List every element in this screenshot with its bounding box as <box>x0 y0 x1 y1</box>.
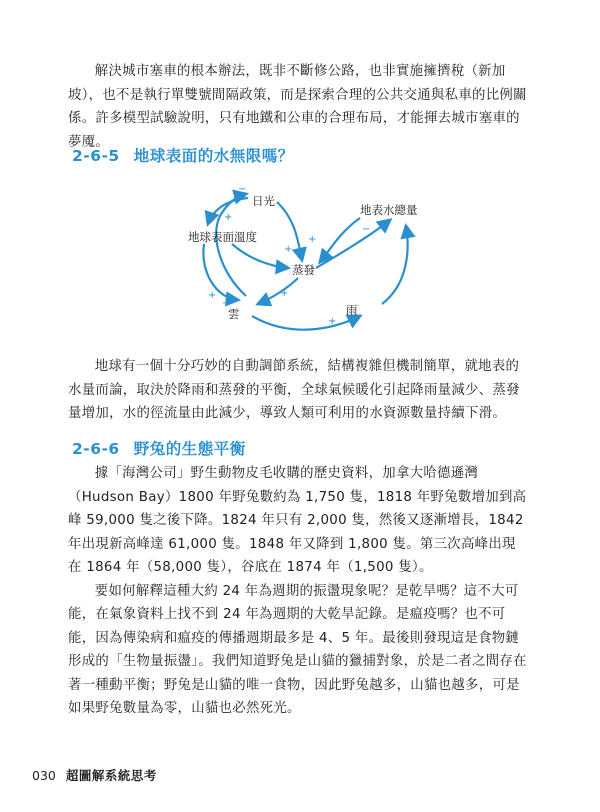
section-number: 2-6-6 <box>72 440 120 458</box>
sign-plus: + <box>222 298 231 309</box>
hare-paragraphs <box>68 462 528 721</box>
node-evaporation: 蒸發 <box>292 263 315 277</box>
arrow-rain-to-surface-water <box>382 226 408 304</box>
node-surface-water-total: 地表水總量 <box>360 203 418 217</box>
book-title: 超圖解系統思考 <box>65 768 157 783</box>
intro-paragraph <box>68 60 528 154</box>
sign-plus: + <box>284 244 293 255</box>
water-cycle-loop-diagram <box>160 180 460 340</box>
hare-text-1: 據「海灣公司」野生動物皮毛收購的歷史資料，加拿大哈德遜灣（Hudson Bay）1800 年野兔數約為 1,750 隻，1818 年野兔數增加到高峰 59,000 隻之後下降。1824 年只有 2,000 隻，然後又逐漸增長，1842 年出現新高峰達 61,000 隻。1848 年又降到 1,800 隻。第三次高峰出現在 1864 年（58,000 隻），谷底在 1874 年（1,500 隻）。 <box>68 466 527 575</box>
section-heading-water <box>72 144 294 166</box>
water-text: 地球有一個十分巧妙的自動調節系統，結構複雜但機制簡單，就地表的水量而論，取決於降雨和蒸發的平衡，全球氣候暖化引起降雨量減少、蒸發量增加，水的徑流量由此減少，導致人類可利用的水資源數量持續下滑。 <box>68 359 520 421</box>
sign-plus: + <box>224 212 233 223</box>
page-footer <box>32 766 157 784</box>
section-title: 地球表面的水無限嗎？ <box>133 147 294 165</box>
node-rain: 雨 <box>346 303 358 317</box>
arrow-evaporation-to-cloud <box>258 278 298 304</box>
hare-text-2: 要如何解釋這種大約 24 年為週期的振盪現象呢？是乾旱嗎？這不大可能，在氣象資料上找不到 24 年為週期的大乾旱記錄。是瘟疫嗎？也不可能，因為傳染病和瘟疫的傳播週期最多是 4、5 年。最後則發現這是食物鏈形成的「生物量振盪」。我們知道野兔是山貓的獵捕對象，於是二者之間存在著一種動平衡；野兔是山貓的唯一食物，因此野兔越多，山貓也越多，可是如果野兔數量為零，山貓也必然死光。 <box>68 583 527 716</box>
sign-plus: + <box>378 222 387 233</box>
node-sunlight: 日光 <box>252 194 275 208</box>
arrow-surface-water-to-evaporation <box>320 218 360 262</box>
section-number: 2-6-5 <box>72 147 120 165</box>
arrow-temp-to-evaporation <box>232 244 288 268</box>
sign-plus: + <box>328 316 337 327</box>
arrow-cloud-to-rain <box>252 316 360 330</box>
section-title: 野兔的生態平衡 <box>133 440 246 458</box>
water-paragraph <box>68 355 528 426</box>
sign-minus: − <box>362 224 371 235</box>
sign-plus: + <box>208 290 217 301</box>
node-surface-temperature: 地球表面溫度 <box>188 230 257 244</box>
arrow-cloud-to-sunlight <box>216 194 246 296</box>
section-heading-hare <box>72 437 246 459</box>
sign-minus: − <box>238 184 247 195</box>
sign-plus: + <box>308 234 317 245</box>
intro-text: 解決城市塞車的根本辦法，既非不斷修公路，也非實施擁擠稅（新加坡），也不是執行單雙號間隔政策，而是探索合理的公共交通與私車的比例關係。許多模型試驗說明，只有地鐵和公車的合理布局，才能揮去城市塞車的夢魇。 <box>68 64 527 150</box>
sign-plus: + <box>280 288 289 299</box>
node-cloud: 雲 <box>228 307 240 321</box>
page-number: 030 <box>32 768 56 783</box>
